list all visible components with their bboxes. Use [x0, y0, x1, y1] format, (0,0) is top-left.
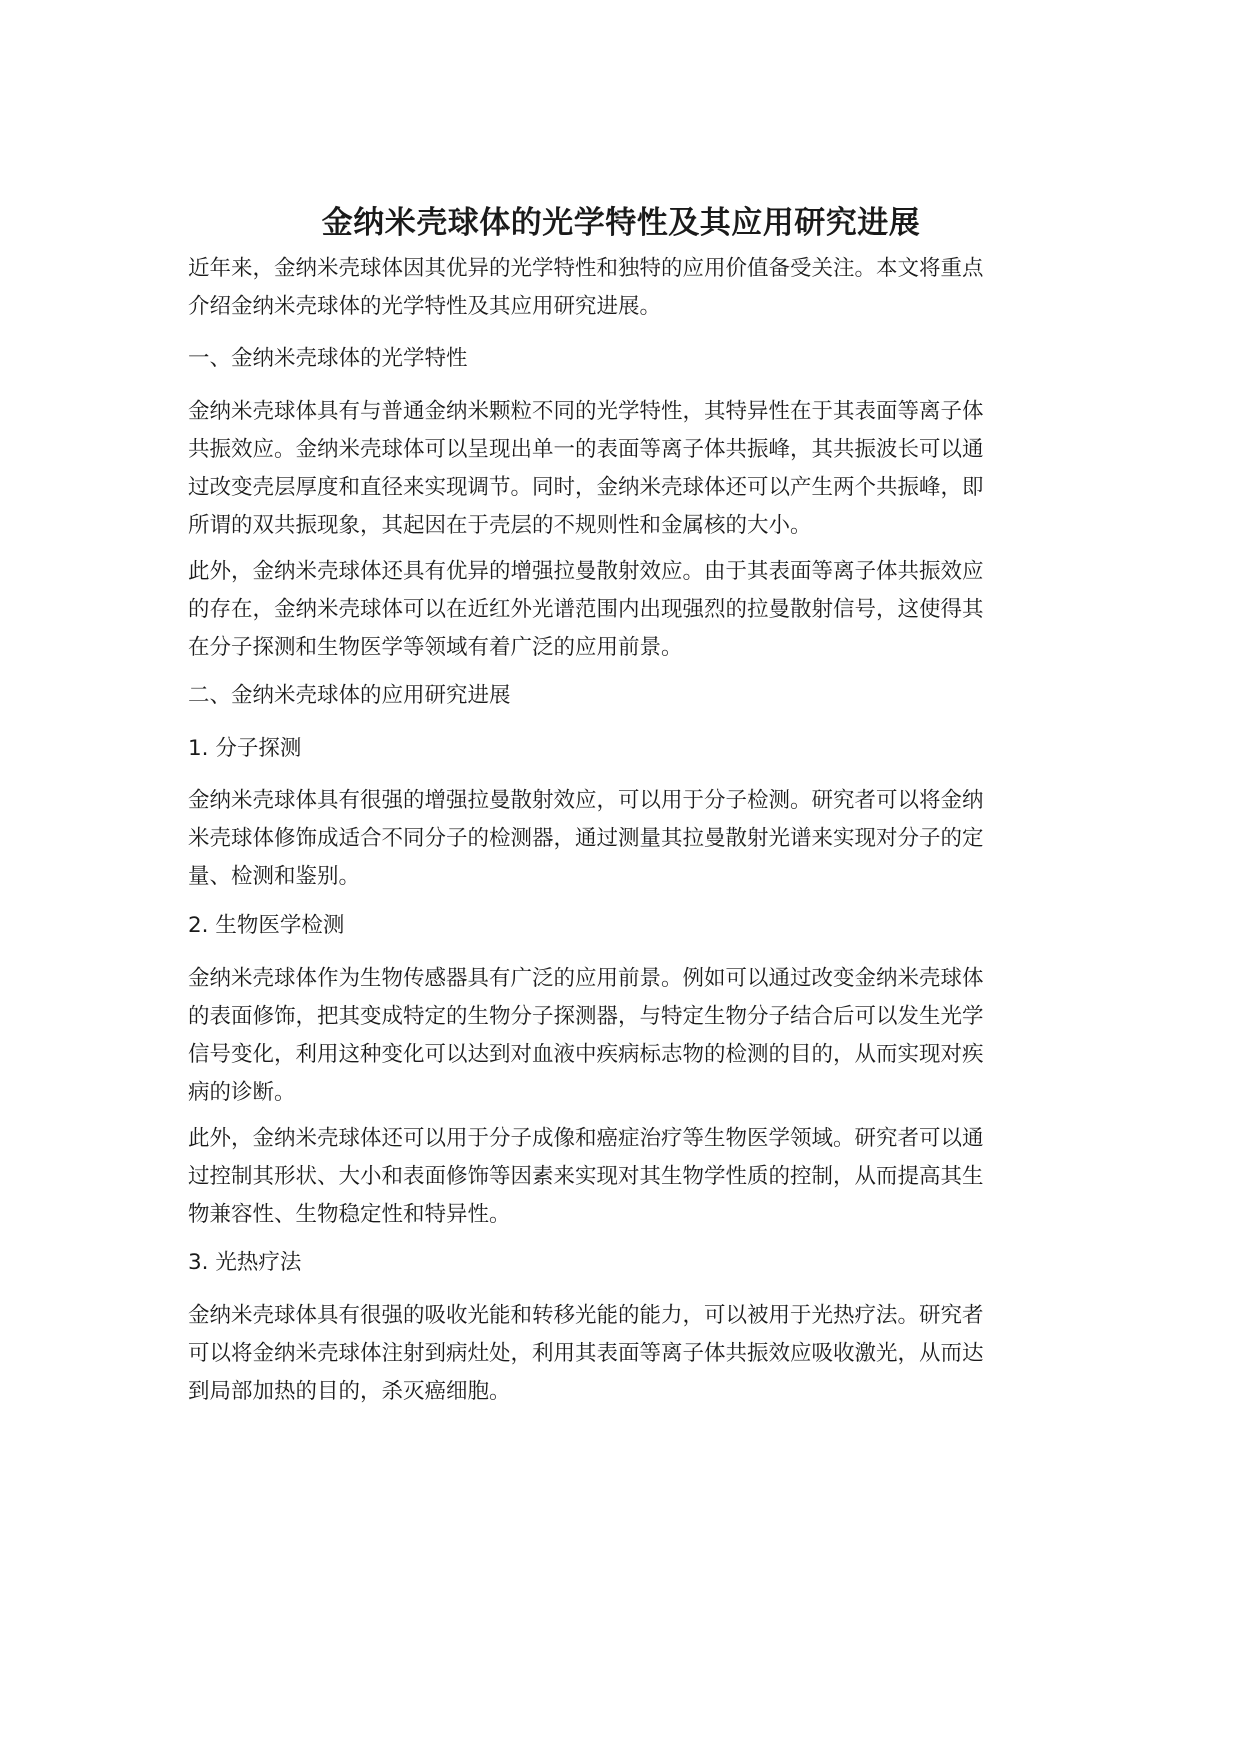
- text-line: 过控制其形状、大小和表面修饰等因素来实现对其生物学性质的控制，从而提高其生: [188, 1164, 984, 1189]
- text-line: 所谓的双共振现象，其起因在于壳层的不规则性和金属核的大小。: [188, 513, 812, 538]
- text-line: 的表面修饰，把其变成特定的生物分子探测器，与特定生物分子结合后可以发生光学: [188, 1004, 984, 1029]
- text-line: 一、金纳米壳球体的光学特性: [188, 346, 468, 371]
- text-line: 介绍金纳米壳球体的光学特性及其应用研究进展。: [188, 294, 662, 319]
- paragraph-optical-1: [188, 393, 1054, 545]
- text-line: 1. 分子探测: [188, 736, 302, 761]
- intro-paragraph: [188, 250, 1054, 326]
- paragraph-optical-2: [188, 553, 1054, 667]
- paragraph-molecular-detection: [188, 782, 1054, 896]
- text-line: 病的诊断。: [188, 1080, 296, 1105]
- text-line: 的存在，金纳米壳球体可以在近红外光谱范围内出现强烈的拉曼散射信号，这使得其: [188, 597, 984, 622]
- text-line: 米壳球体修饰成适合不同分子的检测器，通过测量其拉曼散射光谱来实现对分子的定: [188, 826, 984, 851]
- text-line: 二、金纳米壳球体的应用研究进展: [188, 683, 511, 708]
- document-title: 金纳米壳球体的光学特性及其应用研究进展: [321, 204, 921, 241]
- text-line: 金纳米壳球体具有与普通金纳米颗粒不同的光学特性，其特异性在于其表面等离子体: [188, 399, 984, 424]
- paragraph-photothermal-therapy: [188, 1297, 1054, 1411]
- text-line: 可以将金纳米壳球体注射到病灶处，利用其表面等离子体共振效应吸收激光，从而达: [188, 1341, 984, 1366]
- text-line: 信号变化，利用这种变化可以达到对血液中疾病标志物的检测的目的，从而实现对疾: [188, 1042, 984, 1067]
- subheading-molecular-detection: [188, 730, 1054, 768]
- section-heading-applications: [188, 677, 1054, 715]
- text-line: 过改变壳层厚度和直径来实现调节。同时，金纳米壳球体还可以产生两个共振峰，即: [188, 475, 984, 500]
- text-line: 在分子探测和生物医学等领域有着广泛的应用前景。: [188, 635, 683, 660]
- text-line: 3. 光热疗法: [188, 1250, 302, 1275]
- paragraph-biomedical-1: [188, 960, 1054, 1112]
- text-line: 金纳米壳球体具有很强的增强拉曼散射效应，可以用于分子检测。研究者可以将金纳: [188, 788, 984, 813]
- text-line: 金纳米壳球体作为生物传感器具有广泛的应用前景。例如可以通过改变金纳米壳球体: [188, 966, 984, 991]
- text-line: 物兼容性、生物稳定性和特异性。: [188, 1202, 511, 1227]
- text-line: 2. 生物医学检测: [188, 913, 345, 938]
- subheading-biomedical-detection: [188, 907, 1054, 945]
- text-line: 量、检测和鉴别。: [188, 864, 361, 889]
- paragraph-biomedical-2: [188, 1120, 1054, 1234]
- text-line: 近年来，金纳米壳球体因其优异的光学特性和独特的应用价值备受关注。本文将重点: [188, 256, 984, 281]
- text-line: 此外，金纳米壳球体还可以用于分子成像和癌症治疗等生物医学领域。研究者可以通: [188, 1126, 984, 1151]
- text-line: 金纳米壳球体具有很强的吸收光能和转移光能的能力，可以被用于光热疗法。研究者: [188, 1303, 984, 1328]
- text-line: 到局部加热的目的，杀灭癌细胞。: [188, 1379, 511, 1404]
- text-line: 共振效应。金纳米壳球体可以呈现出单一的表面等离子体共振峰，其共振波长可以通: [188, 437, 984, 462]
- subheading-photothermal-therapy: [188, 1244, 1054, 1282]
- text-line: 此外，金纳米壳球体还具有优异的增强拉曼散射效应。由于其表面等离子体共振效应: [188, 559, 984, 584]
- section-heading-optical-properties: [188, 340, 1054, 378]
